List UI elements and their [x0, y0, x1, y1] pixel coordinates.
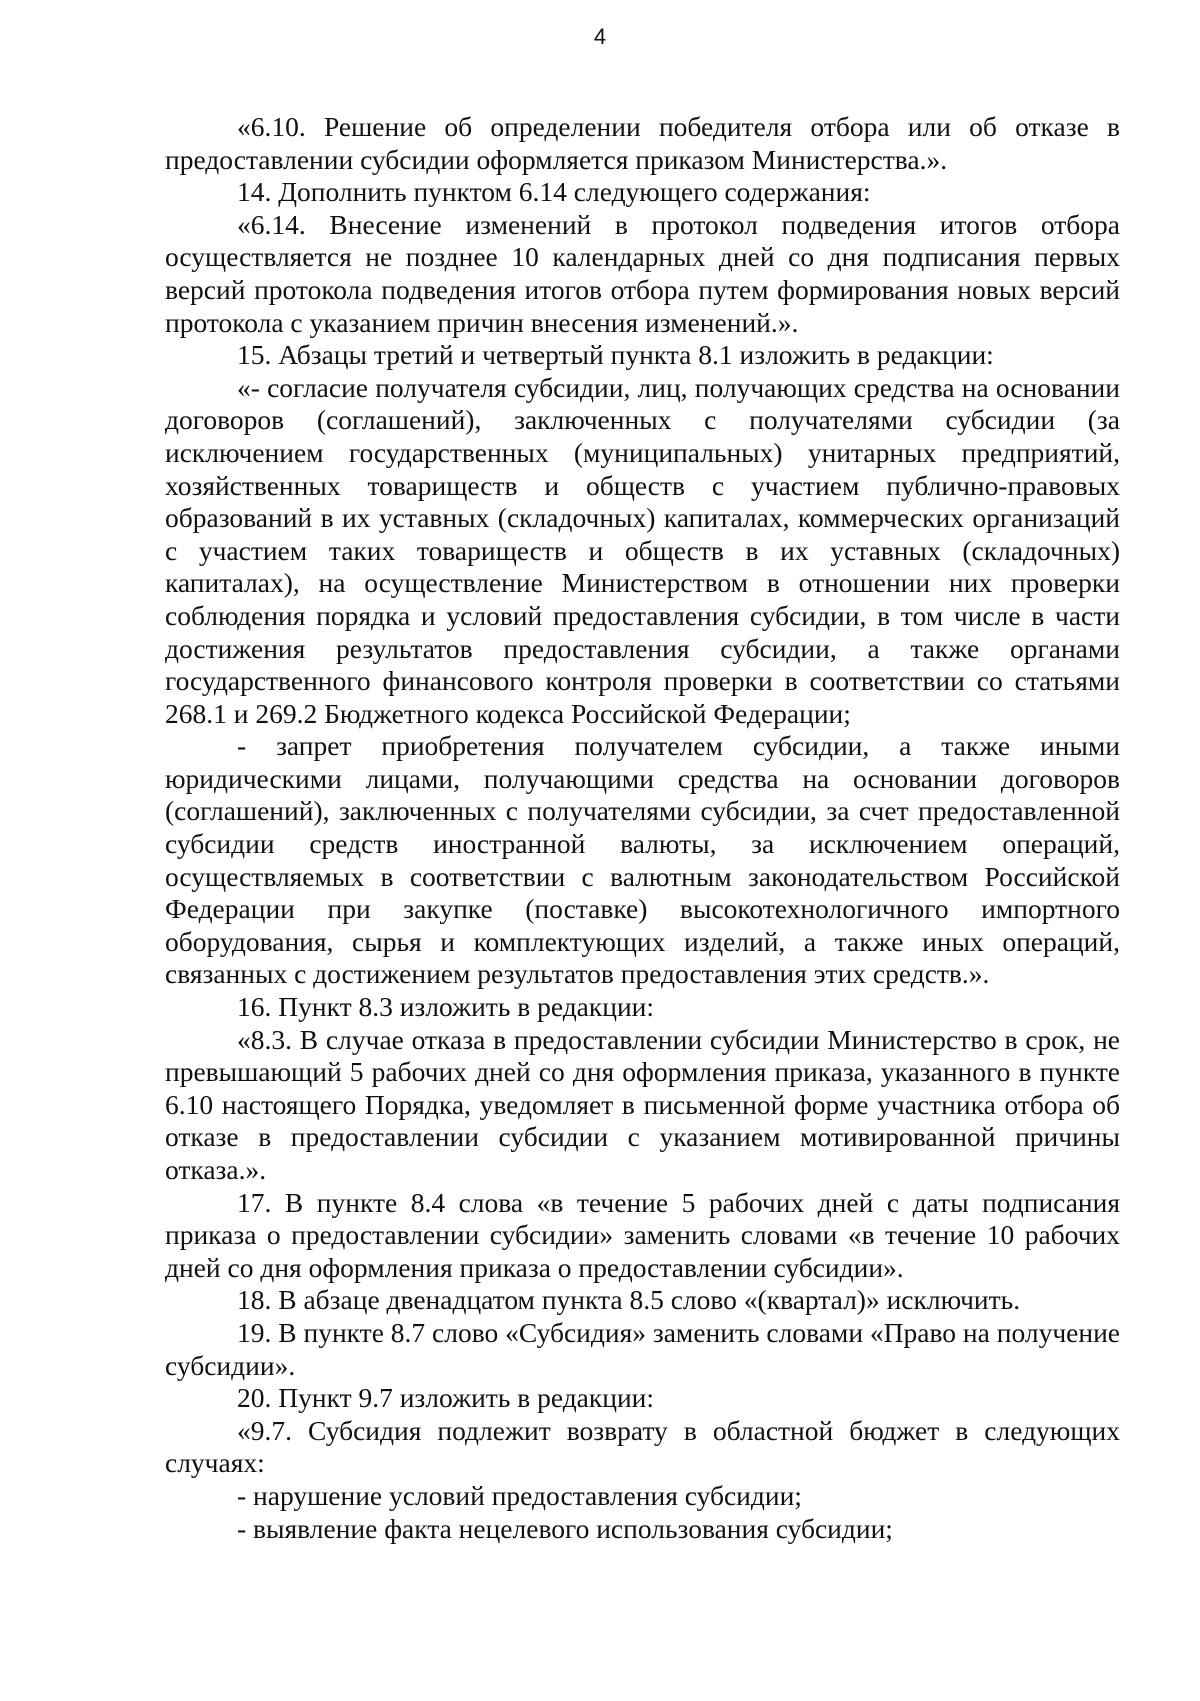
paragraph-item-19: 19. В пункте 8.7 слово «Субсидия» заменить словами «Право на получение субсидии». [165, 1316, 1120, 1381]
paragraph-consent: «- согласие получателя субсидии, лиц, получающих средства на основании договоров (соглашений), заключенных с получателями субсидии (за исключением государственных (муниципальных) унитарных предприятий, хозяйственных товариществ и обществ с участием публично-правовых образований в их уставных (складочных) капиталах, коммерческих организаций с участием таких товариществ и обществ в их уставных (складочных) капиталах), на осуществление Министерством в отношении них проверки соблюдения порядка и условий предоставления субсидии, в том числе в части достижения результатов предоставления субсидии, а также органами государственного финансового контроля проверки в соответствии со статьями 268.1 и 269.2 Бюджетного кодекса Российской Федерации; [165, 371, 1120, 729]
paragraph-item-16: 16. Пункт 8.3 изложить в редакции: [237, 991, 655, 1023]
paragraph-misuse: - выявление факта нецелевого использования субсидии; [237, 1512, 893, 1544]
paragraph-item-15: 15. Абзацы третий и четвертый пункта 8.1 изложить в редакции: [237, 339, 994, 371]
paragraph-6-14: «6.14. Внесение изменений в протокол подведения итогов отбора осуществляется не позднее 10 календарных дней со дня подписания первых версий протокола подведения итогов отбора путем формирования новых версий протокола с указанием причин внесения изменений.». [165, 208, 1120, 338]
paragraph-item-14: 14. Дополнить пунктом 6.14 следующего содержания: [237, 176, 871, 208]
paragraph-item-18: 18. В абзаце двенадцатом пункта 8.5 слово «(квартал)» исключить. [237, 1284, 1021, 1316]
paragraph-item-17: 17. В пункте 8.4 слова «в течение 5 рабочих дней с даты подписания приказа о предоставлении субсидии» заменить словами «в течение 10 рабочих дней со дня оформления приказа о предоставлении субсидии». [165, 1186, 1120, 1283]
paragraph-8-3: «8.3. В случае отказа в предоставлении субсидии Министерство в срок, не превышающий 5 рабочих дней со дня оформления приказа, указанного в пункте 6.10 настоящего Порядка, уведомляет в письменной форме участника отбора об отказе в предоставлении субсидии с указанием мотивированной причины отказа.». [165, 1023, 1120, 1185]
document-body [165, 111, 1120, 1545]
page-number: 4 [593, 24, 607, 49]
paragraph-9-7: «9.7. Субсидия подлежит возврату в областной бюджет в следующих случаях: [165, 1414, 1120, 1479]
paragraph-6-10: «6.10. Решение об определении победителя отбора или об отказе в предоставлении субсидии оформляется приказом Министерства.». [165, 111, 1120, 175]
paragraph-prohibition: - запрет приобретения получателем субсидии, а также иными юридическими лицами, получающими средства на основании договоров (соглашений), заключенных с получателями субсидии, за счет предоставленной субсидии средств иностранной валюты, за исключением операций, осуществляемых в соответствии с валютным законодательством Российской Федерации при закупке (поставке) высокотехнологичного импортного оборудования, сырья и комплектующих изделий, а также иных операций, связанных с достижением результатов предоставления этих средств.». [165, 730, 1120, 990]
paragraph-violation: - нарушение условий предоставления субсидии; [237, 1479, 802, 1511]
paragraph-item-20: 20. Пункт 9.7 изложить в редакции: [237, 1382, 655, 1414]
